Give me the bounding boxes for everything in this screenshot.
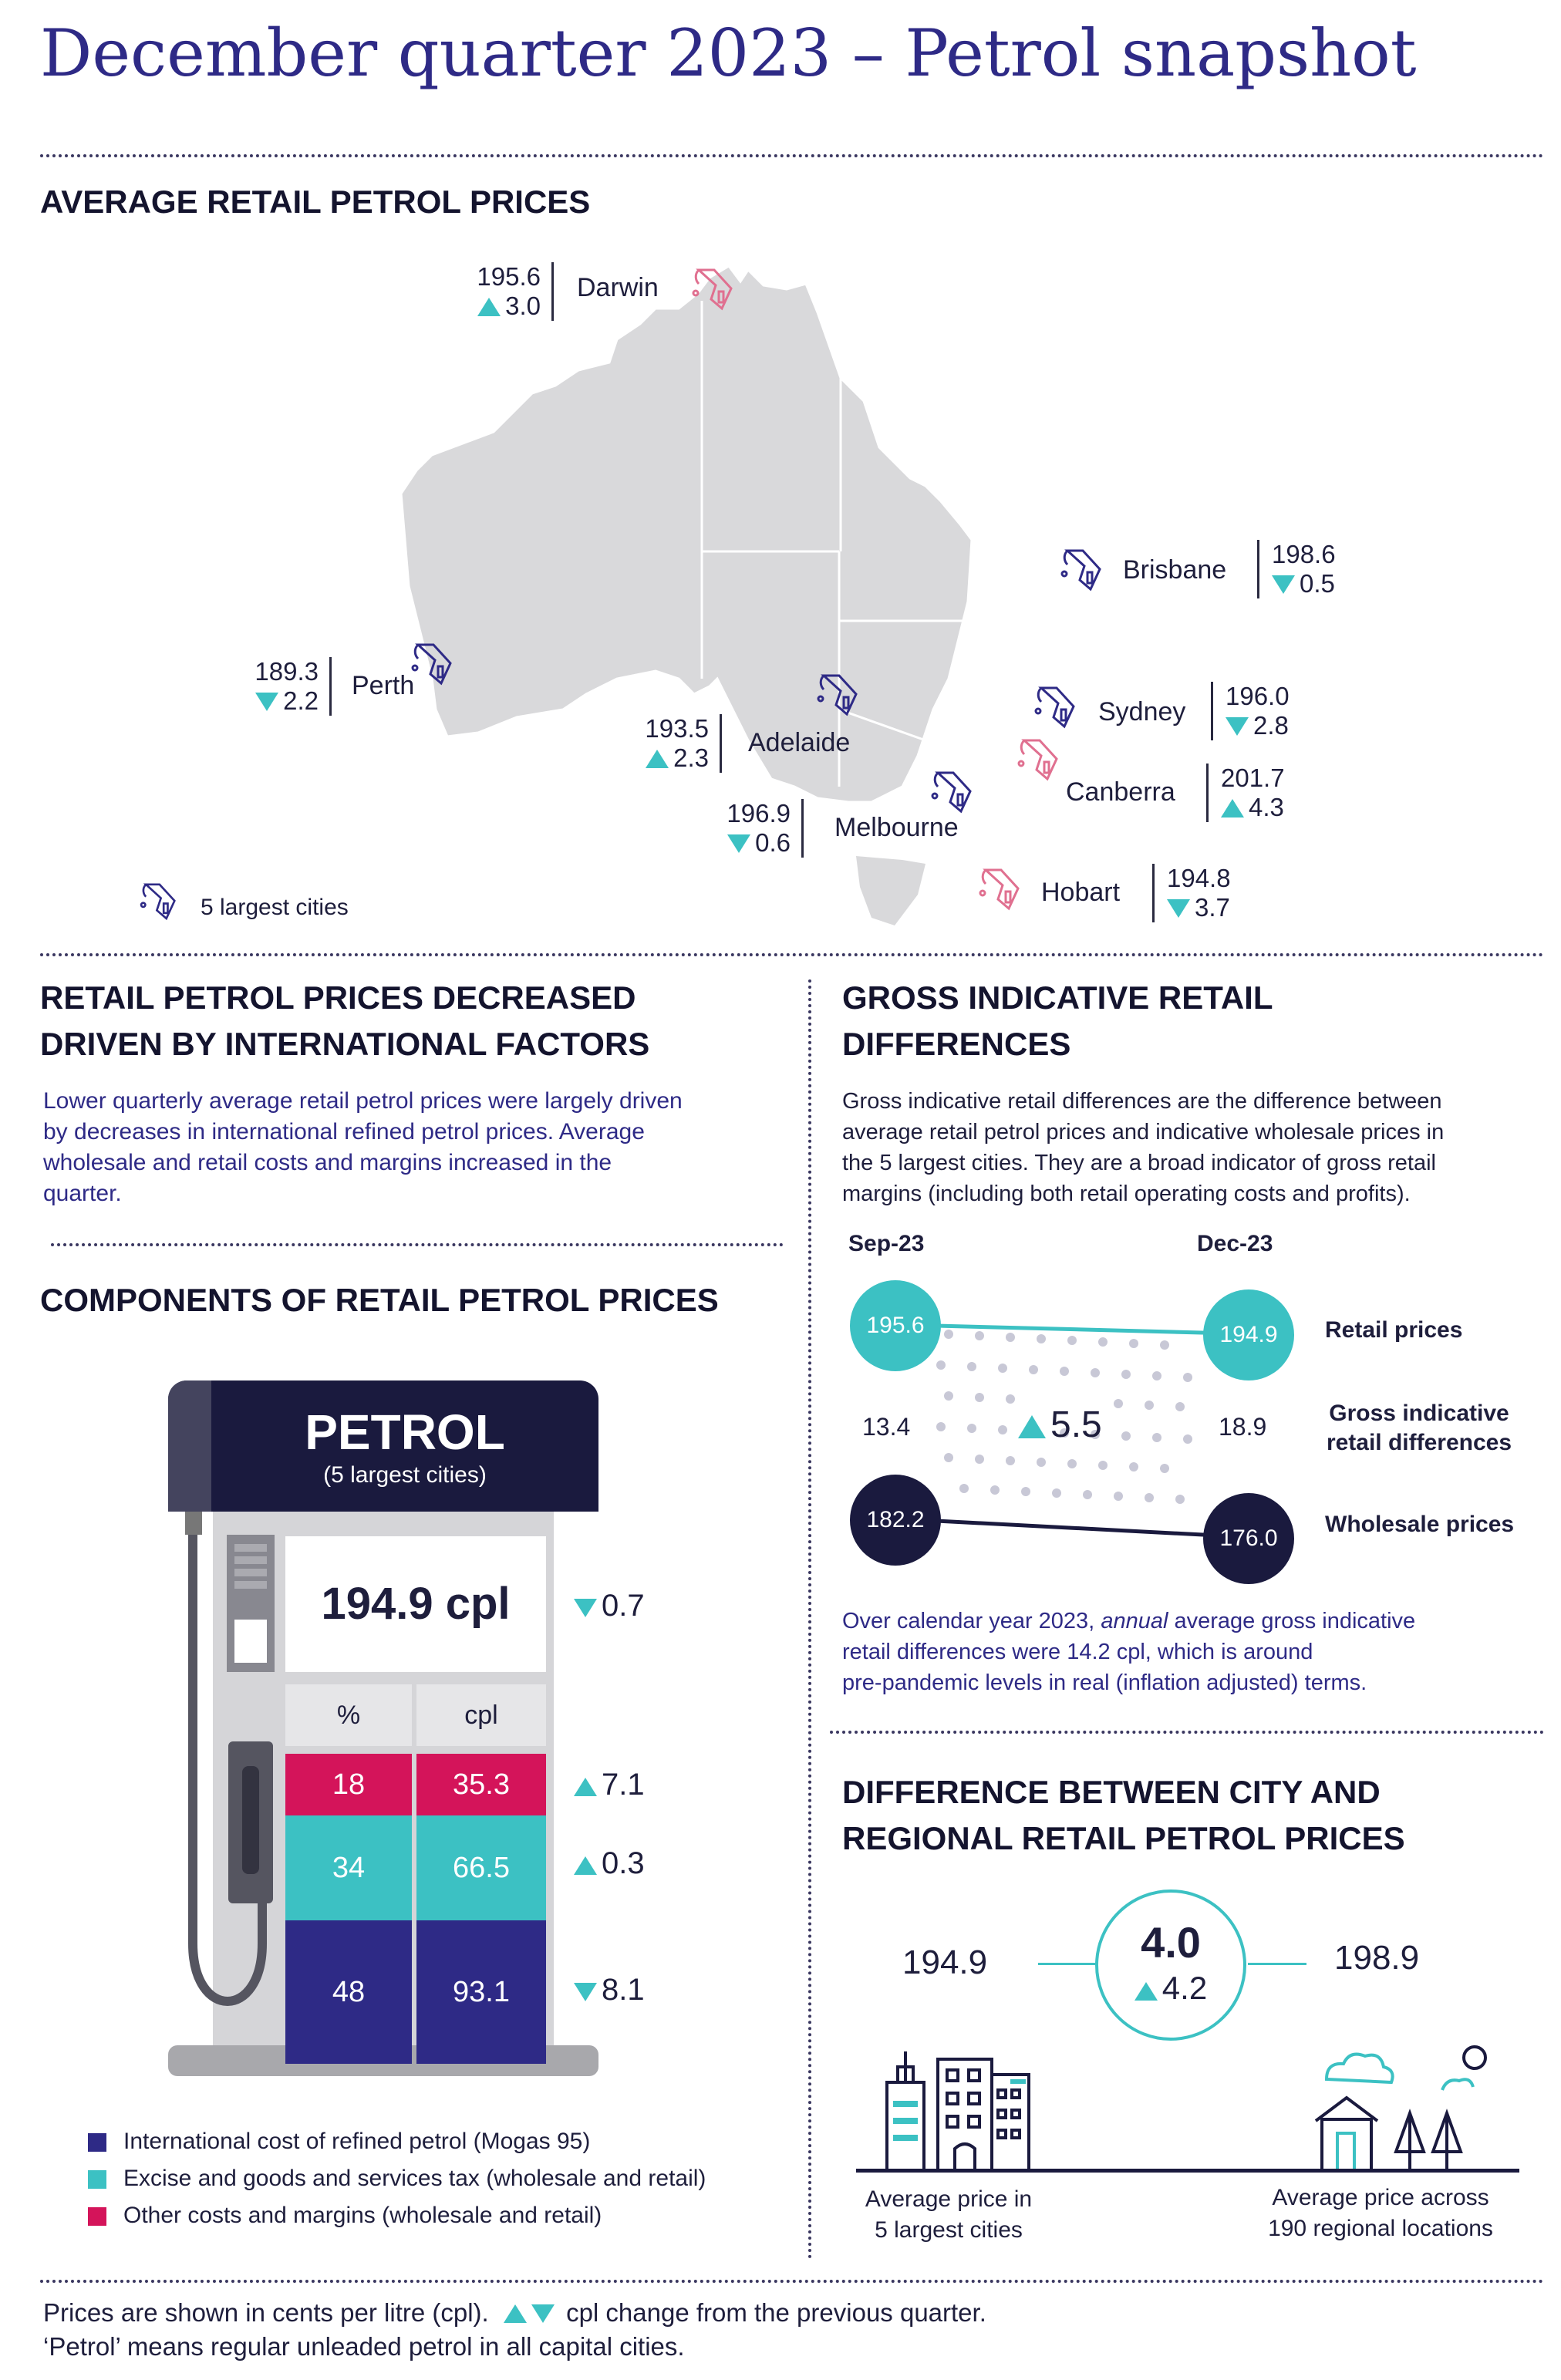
hobart-change: 3.7 <box>1167 893 1231 922</box>
regional-price: 198.9 <box>1334 1939 1420 1977</box>
footer-line2: ‘Petrol’ means regular unleaded petrol in all capital cities. <box>43 2332 685 2361</box>
canberra-price: 201.7 <box>1221 764 1285 792</box>
legend-swatch-other <box>88 2207 106 2226</box>
brisbane-values <box>1257 540 1336 598</box>
tasmania <box>856 856 925 925</box>
sydney-label: Sydney <box>1098 697 1186 726</box>
col-header-cpl: cpl <box>416 1684 546 1746</box>
label-gird: Gross indicative retail differences <box>1326 1401 1512 1455</box>
gross-heading: GROSS INDICATIVE RETAIL DIFFERENCES <box>842 979 1273 1062</box>
period-left: Sep-23 <box>848 1231 925 1256</box>
legend-swatch-intl <box>88 2133 106 2152</box>
row-excise-pct: 34 <box>285 1815 412 1920</box>
decrease-arrow-icon <box>574 1983 597 2001</box>
page-title: December quarter 2023 – Petrol snapshot <box>40 15 1417 91</box>
fuel-nozzle-icon <box>930 765 975 817</box>
fuel-nozzle-icon <box>816 668 861 720</box>
footer-line1: Prices are shown in cents per litre (cpl). cpl change from the previous quarter. <box>43 2298 986 2327</box>
divider <box>830 1731 1544 1734</box>
melbourne-price: 196.9 <box>727 799 791 828</box>
hobart-label: Hobart <box>1041 878 1121 907</box>
fuel-nozzle-icon <box>410 637 455 689</box>
connector-right <box>1248 1963 1306 1965</box>
gross-note: Over calendar year 2023, annual average gross indicative retail differences were 14.2 cpl, which is around pre-pandemic levels in real (inflation adjusted) terms. <box>842 1609 1416 1695</box>
decrease-arrow-icon <box>255 693 278 711</box>
city-buildings-icon <box>872 2036 1049 2175</box>
decrease-heading: RETAIL PETROL PRICES DECREASED DRIVEN BY INTERNATIONAL FACTORS <box>40 979 650 1062</box>
row-excise-change: 0.3 <box>574 1846 645 1881</box>
fuel-nozzle-icon <box>1017 733 1061 785</box>
legend-label-excise: Excise and goods and services tax (wholesale and retail) <box>123 2166 706 2191</box>
period-right: Dec-23 <box>1197 1231 1273 1256</box>
increase-arrow-icon <box>1135 1982 1158 2001</box>
decrease-arrow-icon <box>1167 899 1190 918</box>
total-price: 194.9 cpl <box>285 1536 546 1672</box>
pump-sign-side <box>168 1380 211 1512</box>
fuel-nozzle-icon <box>978 862 1023 915</box>
col-header-pct: % <box>285 1684 412 1746</box>
label-wholesale-prices: Wholesale prices <box>1325 1512 1515 1537</box>
gross-body: Gross indicative retail differences are the difference between average retail petrol prices and indicative wholesale prices in the 5 largest cities. They are a broad indicator of gross retail margins (including both retail operating costs and profits). <box>842 1089 1445 1206</box>
increase-arrow-icon <box>1221 799 1244 817</box>
column-divider <box>808 979 811 2260</box>
fuel-nozzle-icon <box>139 878 179 924</box>
increase-arrow-icon <box>574 1778 597 1796</box>
decrease-arrow-icon <box>1272 575 1295 594</box>
brisbane-change: 0.5 <box>1272 569 1336 598</box>
map-legend-label: 5 largest cities <box>201 895 349 920</box>
melbourne-values <box>713 799 804 858</box>
brisbane-price: 198.6 <box>1272 540 1336 568</box>
row-intl-cpl: 93.1 <box>416 1920 546 2064</box>
fuel-nozzle-icon <box>1060 543 1104 595</box>
row-excise-cpl: 66.5 <box>416 1815 546 1920</box>
city-price: 194.9 <box>902 1943 988 1981</box>
row-other-cpl: 35.3 <box>416 1754 546 1815</box>
gird-left-value: 13.4 <box>862 1413 911 1441</box>
perth-values <box>241 657 332 716</box>
sydney-price: 196.0 <box>1226 682 1290 710</box>
meter-window <box>234 1620 267 1663</box>
gird-change: 5.5 <box>1018 1404 1102 1446</box>
decrease-arrow-icon <box>1226 717 1249 736</box>
pump-title: PETROL <box>305 1404 505 1460</box>
perth-label: Perth <box>352 671 415 700</box>
darwin-price: 195.6 <box>477 262 541 291</box>
hobart-values <box>1152 864 1231 922</box>
city-caption: Average price in 5 largest cities <box>865 2186 1033 2243</box>
divider <box>40 2280 1544 2283</box>
wholesale-left-circle: 182.2 <box>850 1475 941 1566</box>
sydney-values <box>1211 682 1290 740</box>
brisbane-label: Brisbane <box>1123 555 1227 585</box>
legend-label-intl: International cost of refined petrol (Mogas 95) <box>123 2129 591 2154</box>
adelaide-change: 2.3 <box>631 743 709 773</box>
components-heading: COMPONENTS OF RETAIL PETROL PRICES <box>40 1282 719 1318</box>
row-intl-change: 8.1 <box>574 1973 645 2007</box>
row-other-change: 7.1 <box>574 1768 645 1802</box>
nozzle-grip <box>242 1766 259 1874</box>
darwin-change: 3.0 <box>463 292 541 321</box>
decrease-arrow-icon <box>574 1599 597 1617</box>
legend-swatch-excise <box>88 2170 106 2189</box>
fuel-nozzle-icon <box>691 262 736 315</box>
canberra-label: Canberra <box>1066 777 1175 807</box>
regional-town-icon <box>1288 2036 1496 2175</box>
decrease-body: Lower quarterly average retail petrol prices were largely driven by decreases in international refined petrol prices. Average wholesale and retail costs and margins increased in the quarter. <box>43 1088 683 1206</box>
canberra-change: 4.3 <box>1221 793 1285 822</box>
decrease-arrow-icon <box>727 834 750 853</box>
sydney-change: 2.8 <box>1226 711 1290 740</box>
darwin-label: Darwin <box>577 273 659 302</box>
hobart-price: 194.8 <box>1167 864 1231 892</box>
melbourne-change: 0.6 <box>713 828 791 858</box>
ground-line <box>856 2169 1519 2173</box>
difference-change: 4.2 <box>1098 1970 1243 2007</box>
city-regional-heading: DIFFERENCE BETWEEN CITY AND REGIONAL RETAIL PETROL PRICES <box>842 1774 1405 1856</box>
difference-value: 4.0 <box>1141 1918 1201 1967</box>
difference-circle <box>1095 1890 1246 2041</box>
divider <box>40 154 1544 157</box>
wholesale-right-circle: 176.0 <box>1203 1493 1294 1584</box>
regional-caption: Average price across 190 regional locations <box>1268 2185 1493 2241</box>
increase-arrow-icon <box>574 1856 597 1875</box>
divider <box>40 953 1544 956</box>
total-change: 0.7 <box>574 1589 645 1623</box>
darwin-values <box>463 262 554 321</box>
increase-arrow-icon <box>1018 1415 1046 1438</box>
connector-left <box>1038 1963 1097 1965</box>
meter-slots <box>234 1544 267 1590</box>
decrease-arrow-icon <box>531 2304 555 2323</box>
map-section-heading: AVERAGE RETAIL PETROL PRICES <box>40 184 591 220</box>
row-other-pct: 18 <box>285 1754 412 1815</box>
fuel-nozzle-icon <box>1033 680 1078 733</box>
retail-right-circle: 194.9 <box>1203 1289 1294 1380</box>
retail-left-circle: 195.6 <box>850 1280 941 1371</box>
gird-right-value: 18.9 <box>1219 1413 1267 1441</box>
pump-subtitle: (5 largest cities) <box>323 1462 487 1488</box>
label-retail-prices: Retail prices <box>1325 1317 1463 1343</box>
increase-arrow-icon <box>646 750 669 768</box>
increase-arrow-icon <box>477 298 501 316</box>
canberra-values <box>1206 764 1285 822</box>
adelaide-price: 193.5 <box>645 714 709 743</box>
divider <box>51 1243 784 1246</box>
row-intl-pct: 48 <box>285 1920 412 2064</box>
perth-price: 189.3 <box>255 657 319 686</box>
perth-change: 2.2 <box>241 686 319 716</box>
legend-label-other: Other costs and margins (wholesale and retail) <box>123 2203 602 2228</box>
melbourne-label: Melbourne <box>834 813 959 842</box>
adelaide-label: Adelaide <box>748 728 851 757</box>
adelaide-values <box>631 714 722 773</box>
increase-arrow-icon <box>504 2304 527 2323</box>
